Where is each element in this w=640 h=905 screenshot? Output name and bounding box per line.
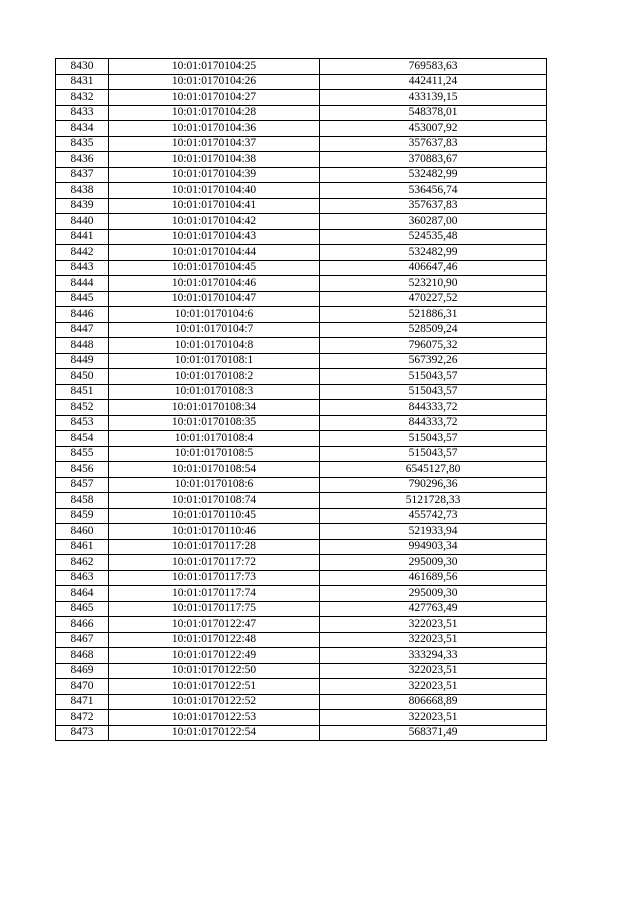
table-row (56, 183, 547, 199)
row-number-cell: 8439 (56, 198, 109, 214)
cadastral-number-cell: 10:01:0170104:42 (109, 214, 320, 230)
value-cell: 442411,24 (320, 74, 547, 90)
table-row (56, 198, 547, 214)
table-row (56, 539, 547, 555)
value-cell: 295009,30 (320, 555, 547, 571)
cadastral-number-cell: 10:01:0170110:46 (109, 524, 320, 540)
cadastral-number-cell: 10:01:0170117:73 (109, 570, 320, 586)
value-cell: 322023,51 (320, 710, 547, 726)
cadastral-number-cell: 10:01:0170122:52 (109, 694, 320, 710)
cadastral-number-cell: 10:01:0170117:75 (109, 601, 320, 617)
value-cell: 6545127,80 (320, 462, 547, 478)
row-number-cell: 8454 (56, 431, 109, 447)
cadastral-number-cell: 10:01:0170104:36 (109, 121, 320, 137)
cadastral-number-cell: 10:01:0170104:47 (109, 291, 320, 307)
row-number-cell: 8442 (56, 245, 109, 261)
cadastral-number-cell: 10:01:0170104:27 (109, 90, 320, 106)
cadastral-number-cell: 10:01:0170108:4 (109, 431, 320, 447)
row-number-cell: 8458 (56, 493, 109, 509)
cadastral-number-cell: 10:01:0170104:44 (109, 245, 320, 261)
row-number-cell: 8456 (56, 462, 109, 478)
row-number-cell: 8451 (56, 384, 109, 400)
value-cell: 357637,83 (320, 136, 547, 152)
cadastral-number-cell: 10:01:0170122:48 (109, 632, 320, 648)
table-row (56, 384, 547, 400)
row-number-cell: 8433 (56, 105, 109, 121)
value-cell: 790296,36 (320, 477, 547, 493)
cadastral-number-cell: 10:01:0170117:28 (109, 539, 320, 555)
row-number-cell: 8445 (56, 291, 109, 307)
table-row (56, 725, 547, 741)
row-number-cell: 8448 (56, 338, 109, 354)
table-row (56, 353, 547, 369)
table-row (56, 415, 547, 431)
value-cell: 806668,89 (320, 694, 547, 710)
table-body (56, 59, 547, 741)
value-cell: 461689,56 (320, 570, 547, 586)
row-number-cell: 8435 (56, 136, 109, 152)
value-cell: 295009,30 (320, 586, 547, 602)
value-cell: 406647,46 (320, 260, 547, 276)
value-cell: 532482,99 (320, 245, 547, 261)
table-row (56, 555, 547, 571)
value-cell: 567392,26 (320, 353, 547, 369)
table-row (56, 694, 547, 710)
table-row (56, 307, 547, 323)
cadastral-number-cell: 10:01:0170104:8 (109, 338, 320, 354)
table-row (56, 121, 547, 137)
row-number-cell: 8436 (56, 152, 109, 168)
cadastral-number-cell: 10:01:0170108:1 (109, 353, 320, 369)
value-cell: 453007,92 (320, 121, 547, 137)
row-number-cell: 8440 (56, 214, 109, 230)
cadastral-number-cell: 10:01:0170108:6 (109, 477, 320, 493)
row-number-cell: 8464 (56, 586, 109, 602)
cadastral-number-cell: 10:01:0170122:49 (109, 648, 320, 664)
row-number-cell: 8473 (56, 725, 109, 741)
value-cell: 521886,31 (320, 307, 547, 323)
value-cell: 322023,51 (320, 679, 547, 695)
table-row (56, 710, 547, 726)
row-number-cell: 8465 (56, 601, 109, 617)
value-cell: 528509,24 (320, 322, 547, 338)
table-row (56, 431, 547, 447)
row-number-cell: 8469 (56, 663, 109, 679)
table-row (56, 90, 547, 106)
cadastral-number-cell: 10:01:0170117:72 (109, 555, 320, 571)
table-row (56, 74, 547, 90)
row-number-cell: 8468 (56, 648, 109, 664)
table-row (56, 338, 547, 354)
cadastral-number-cell: 10:01:0170104:40 (109, 183, 320, 199)
value-cell: 515043,57 (320, 384, 547, 400)
cadastral-number-cell: 10:01:0170104:39 (109, 167, 320, 183)
value-cell: 536456,74 (320, 183, 547, 199)
value-cell: 796075,32 (320, 338, 547, 354)
value-cell: 994903,34 (320, 539, 547, 555)
cadastral-number-cell: 10:01:0170122:47 (109, 617, 320, 633)
row-number-cell: 8467 (56, 632, 109, 648)
row-number-cell: 8455 (56, 446, 109, 462)
cadastral-number-cell: 10:01:0170108:35 (109, 415, 320, 431)
table-row (56, 493, 547, 509)
cadastral-number-cell: 10:01:0170104:38 (109, 152, 320, 168)
cadastral-number-cell: 10:01:0170104:41 (109, 198, 320, 214)
cadastral-number-cell: 10:01:0170117:74 (109, 586, 320, 602)
table-row (56, 260, 547, 276)
value-cell: 357637,83 (320, 198, 547, 214)
row-number-cell: 8444 (56, 276, 109, 292)
row-number-cell: 8472 (56, 710, 109, 726)
value-cell: 5121728,33 (320, 493, 547, 509)
value-cell: 515043,57 (320, 369, 547, 385)
value-cell: 433139,15 (320, 90, 547, 106)
table-row (56, 214, 547, 230)
row-number-cell: 8443 (56, 260, 109, 276)
table-row (56, 570, 547, 586)
value-cell: 322023,51 (320, 663, 547, 679)
table-row (56, 462, 547, 478)
value-cell: 568371,49 (320, 725, 547, 741)
cadastral-number-cell: 10:01:0170122:50 (109, 663, 320, 679)
row-number-cell: 8453 (56, 415, 109, 431)
table-row (56, 167, 547, 183)
cadastral-number-cell: 10:01:0170108:74 (109, 493, 320, 509)
table-row (56, 477, 547, 493)
cadastral-number-cell: 10:01:0170110:45 (109, 508, 320, 524)
cadastral-number-cell: 10:01:0170104:28 (109, 105, 320, 121)
value-cell: 360287,00 (320, 214, 547, 230)
table-row (56, 679, 547, 695)
value-cell: 524535,48 (320, 229, 547, 245)
value-cell: 548378,01 (320, 105, 547, 121)
cadastral-number-cell: 10:01:0170108:54 (109, 462, 320, 478)
table-row (56, 601, 547, 617)
value-cell: 370883,67 (320, 152, 547, 168)
table-row (56, 446, 547, 462)
row-number-cell: 8431 (56, 74, 109, 90)
row-number-cell: 8457 (56, 477, 109, 493)
table-row (56, 586, 547, 602)
table-row (56, 617, 547, 633)
value-cell: 455742,73 (320, 508, 547, 524)
cadastral-number-cell: 10:01:0170104:6 (109, 307, 320, 323)
row-number-cell: 8437 (56, 167, 109, 183)
cadastral-number-cell: 10:01:0170122:53 (109, 710, 320, 726)
cadastral-value-table (55, 58, 547, 741)
table-row (56, 291, 547, 307)
row-number-cell: 8441 (56, 229, 109, 245)
cadastral-number-cell: 10:01:0170104:25 (109, 59, 320, 75)
table-row (56, 229, 547, 245)
row-number-cell: 8471 (56, 694, 109, 710)
row-number-cell: 8460 (56, 524, 109, 540)
value-cell: 844333,72 (320, 400, 547, 416)
row-number-cell: 8461 (56, 539, 109, 555)
table-row (56, 152, 547, 168)
value-cell: 322023,51 (320, 632, 547, 648)
table-row (56, 245, 547, 261)
value-cell: 523210,90 (320, 276, 547, 292)
table-row (56, 508, 547, 524)
value-cell: 322023,51 (320, 617, 547, 633)
row-number-cell: 8462 (56, 555, 109, 571)
value-cell: 470227,52 (320, 291, 547, 307)
table-row (56, 136, 547, 152)
row-number-cell: 8459 (56, 508, 109, 524)
row-number-cell: 8446 (56, 307, 109, 323)
value-cell: 521933,94 (320, 524, 547, 540)
value-cell: 515043,57 (320, 446, 547, 462)
row-number-cell: 8463 (56, 570, 109, 586)
table-row (56, 524, 547, 540)
table-row (56, 648, 547, 664)
table-row (56, 59, 547, 75)
row-number-cell: 8438 (56, 183, 109, 199)
value-cell: 532482,99 (320, 167, 547, 183)
table-row (56, 276, 547, 292)
table-row (56, 322, 547, 338)
cadastral-number-cell: 10:01:0170104:26 (109, 74, 320, 90)
table-row (56, 663, 547, 679)
cadastral-number-cell: 10:01:0170122:54 (109, 725, 320, 741)
value-cell: 427763,49 (320, 601, 547, 617)
cadastral-number-cell: 10:01:0170108:34 (109, 400, 320, 416)
cadastral-number-cell: 10:01:0170108:2 (109, 369, 320, 385)
cadastral-number-cell: 10:01:0170104:45 (109, 260, 320, 276)
row-number-cell: 8470 (56, 679, 109, 695)
table-row (56, 105, 547, 121)
row-number-cell: 8447 (56, 322, 109, 338)
value-cell: 515043,57 (320, 431, 547, 447)
cadastral-number-cell: 10:01:0170104:43 (109, 229, 320, 245)
row-number-cell: 8430 (56, 59, 109, 75)
cadastral-number-cell: 10:01:0170104:37 (109, 136, 320, 152)
table-row (56, 369, 547, 385)
table-row (56, 632, 547, 648)
table-row (56, 400, 547, 416)
cadastral-number-cell: 10:01:0170108:5 (109, 446, 320, 462)
row-number-cell: 8449 (56, 353, 109, 369)
value-cell: 333294,33 (320, 648, 547, 664)
cadastral-number-cell: 10:01:0170104:46 (109, 276, 320, 292)
row-number-cell: 8466 (56, 617, 109, 633)
cadastral-number-cell: 10:01:0170108:3 (109, 384, 320, 400)
cadastral-number-cell: 10:01:0170104:7 (109, 322, 320, 338)
row-number-cell: 8452 (56, 400, 109, 416)
row-number-cell: 8432 (56, 90, 109, 106)
row-number-cell: 8434 (56, 121, 109, 137)
cadastral-number-cell: 10:01:0170122:51 (109, 679, 320, 695)
row-number-cell: 8450 (56, 369, 109, 385)
value-cell: 769583,63 (320, 59, 547, 75)
value-cell: 844333,72 (320, 415, 547, 431)
